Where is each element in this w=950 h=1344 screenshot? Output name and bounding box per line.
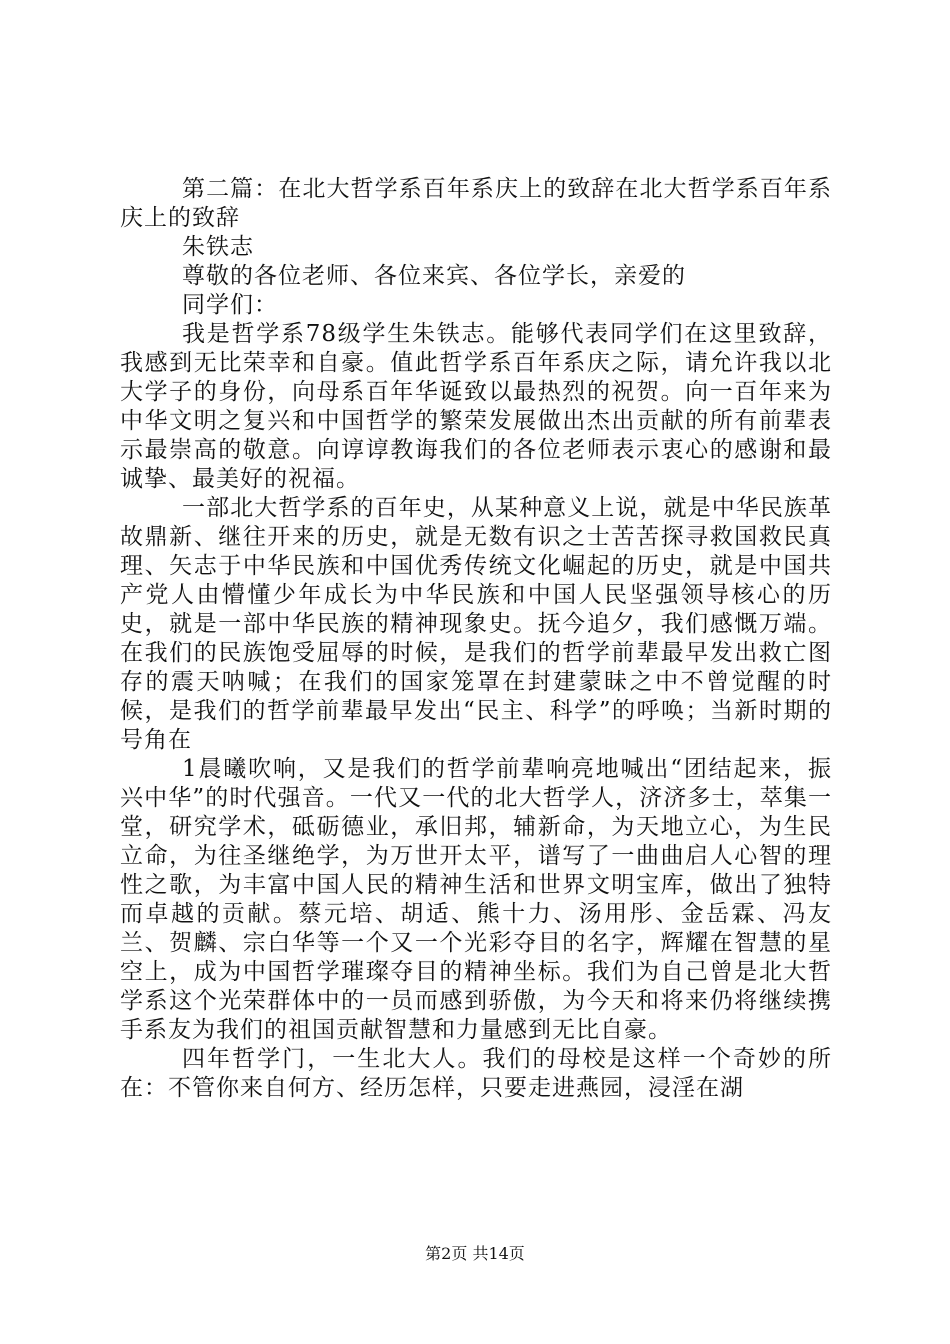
body-paragraph: 1晨曦吹响，又是我们的哲学前辈响亮地喊出“团结起来，振兴中华”的时代强音。一代又一代的北大哲学人，济济多士，萃集一堂，研究学术，砥砺德业，承旧邦，辅新命，为天地立心，为生民立命，为往圣继绝学，为万世开太平，谱写了一曲曲启人心智的理性之歌，为丰富中国人民的精神生活和世界文明宝库，做出了独特而卓越的贡献。蔡元培、胡适、熊十力、汤用彤、金岳霖、冯友兰、贺麟、宗白华等一个又一个光彩夺目的名字，辉耀在智慧的星空上，成为中国哲学璀璨夺目的精神坐标。我们为自己曾是北大哲学系这个光荣群体中的一员而感到骄傲，为今天和将来仍将继续携手系友为我们的祖国贡献智慧和力量感到无比自豪。: [120, 756, 832, 1043]
document-body: [120, 175, 832, 1103]
author-name: 朱铁志: [182, 234, 254, 260]
salutation-line-2: 同学们：: [182, 292, 278, 318]
document-title: 第二篇：在北大哲学系百年系庆上的致辞在北大哲学系百年系庆上的致辞: [120, 176, 832, 231]
body-paragraph: 一部北大哲学系的百年史，从某种意义上说，就是中华民族革故鼎新、继往开来的历史，就是无数有识之士苦苦探寻救国救民真理、矢志于中华民族和中国优秀传统文化崛起的历史，就是中国共产党人由懵懂少年成长为中华民族和中国人民坚强领导核心的历史，就是一部中华民族的精神现象史。抚今追夕，我们感慨万端。在我们的民族饱受屈辱的时候，是我们的哲学前辈最早发出救亡图存的震天呐喊；在我们的国家笼罩在封建蒙昧之中不曾觉醒的时候，是我们的哲学前辈最早发出“民主、科学”的呼唤；当新时期的号角在: [120, 495, 832, 753]
body-paragraph: 四年哲学门，一生北大人。我们的母校是这样一个奇妙的所在：不管你来自何方、经历怎样，只要走进燕园，浸淫在湖: [120, 1046, 832, 1101]
page-number-footer: 第2页 共14页: [425, 1244, 525, 1263]
body-paragraph: 我是哲学系78级学生朱铁志。能够代表同学们在这里致辞，我感到无比荣幸和自豪。值此哲学系百年系庆之际，请允许我以北大学子的身份，向母系百年华诞致以最热烈的祝贺。向一百年来为中华文明之复兴和中国哲学的繁荣发展做出杰出贡献的所有前辈表示最崇高的敬意。向谆谆教诲我们的各位老师表示衷心的感谢和最诚挚、最美好的祝福。: [120, 321, 832, 492]
salutation-line-1: 尊敬的各位老师、各位来宾、各位学长，亲爱的: [182, 263, 686, 289]
